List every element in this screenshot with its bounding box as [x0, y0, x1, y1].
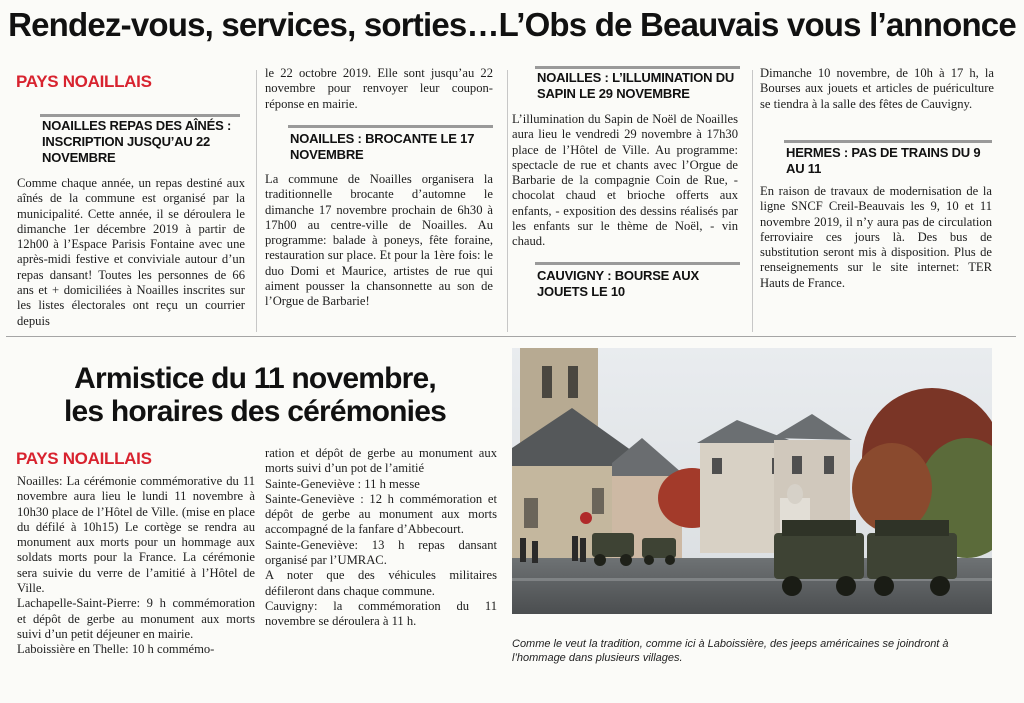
article-body	[265, 66, 493, 112]
article-headline	[20, 362, 490, 428]
article-title: CAUVIGNY : BOURSE AUX JOUETS LE 10	[537, 268, 699, 299]
photo-illustration	[512, 348, 992, 614]
article-body	[760, 66, 994, 112]
article-text: La commune de Noailles organisera la traditionnelle brocante d’automne le dimanche 17 novembre prochain de 6h30 à 17h00 au centre-ville de Noailles. Au programme: balade à poneys, fête foraine, restauration sur place. Et pour la 1ère fois: le duo Domi et Maurice, artistes de rue qui aiment pousser la chansonnette au son de l’Orgue de Barbarie!	[265, 172, 493, 309]
headline-line: les horaires des cérémonies	[64, 395, 446, 428]
article-title: NOAILLES : BROCANTE LE 17 NOVEMBRE	[290, 131, 475, 162]
photo-caption: Comme le veut la tradition, comme ici à Laboissière, des jeeps américaines se joindront à l’hommage dans plusieurs villages.	[512, 638, 949, 664]
column-divider	[752, 70, 753, 332]
column-divider	[256, 70, 257, 332]
column-divider	[507, 70, 508, 332]
section-rule	[784, 140, 992, 143]
headline-line: Armistice du 11 novembre,	[74, 362, 436, 395]
article-text: En raison de travaux de modernisation de la ligne SNCF Creil-Beauvais les 9, 10 et 11 novembre 2019, il n’y aura pas de circulation ferroviaire ces jours là. Des bus de substitution seront mis à disposition. Plus de renseignements sur le site internet: TER Hauts de France.	[760, 184, 992, 290]
article-body	[17, 474, 255, 658]
section-rule	[288, 125, 493, 128]
article-paragraph: Lachapelle-Saint-Pierre: 9 h commémoration et dépôt de gerbe au monument aux morts suivi d’un petit déjeuner en mairie.	[17, 596, 255, 641]
article-paragraph: Sainte-Geneviève: 13 h repas dansant organisé par l’UMRAC.	[265, 537, 497, 568]
article-paragraph: Sainte-Geneviève : 12 h commémoration et dépôt de gerbe au monument aux morts accompagné de la fanfare d’Abbecourt.	[265, 491, 497, 537]
article-body	[265, 172, 493, 310]
article-text: le 22 octobre 2019. Elle sont jusqu’au 22 novembre pour renvoyer leur coupon-réponse en mairie.	[265, 66, 493, 111]
section-label: PAYS NOAILLAIS	[16, 449, 152, 468]
page-headline: Rendez-vous, services, sorties…L’Obs de Beauvais vous l’annonce	[8, 6, 1016, 43]
article-text: Comme chaque année, un repas destiné aux aînés de la commune est organisé par la municipalité. Cette année, il se déroulera le dimanche 1er décembre 2019 à partir de 12h00 à l’Espace Parisis Fontaine avec une après-midi festive et conviviale autour d’un repas dansant! Toutes les personnes de 66 ans et + domiciliées à Noailles inscrites sur les listes électorales ont reçu un courrier depuis	[17, 176, 245, 328]
article-paragraph: Laboissière en Thelle: 10 h commémo-	[17, 642, 215, 657]
section-divider	[6, 336, 1016, 337]
article-title: NOAILLES : L’ILLUMINATION DU SAPIN LE 29 NOVEMBRE	[537, 70, 735, 101]
article-paragraph: Cauvigny: la commémoration du 11 novembre se déroulera à 11 h.	[265, 598, 497, 629]
article-title: NOAILLES REPAS DES AÎNÉS : INSCRIPTION JUSQU’AU 22 NOVEMBRE	[42, 118, 232, 165]
section-rule	[535, 262, 740, 265]
article-body	[17, 176, 245, 329]
article-paragraph: ration et dépôt de gerbe au monument aux morts suivi d’un pot de l’amitié	[265, 446, 497, 476]
section-rule	[40, 114, 240, 117]
section-label: PAYS NOAILLAIS	[16, 72, 152, 91]
article-body	[265, 446, 497, 630]
section-rule	[535, 66, 740, 69]
article-body	[760, 184, 992, 291]
article-body	[512, 112, 738, 250]
article-paragraph: Sainte-Geneviève : 11 h messe	[265, 476, 420, 491]
article-text: L’illumination du Sapin de Noël de Noailles aura lieu le vendredi 29 novembre à 17h30 place de l’Hôtel de Ville. Au programme: spectacle de rue et chants avec l’Orgue de Barbarie de la compagnie Coin de Rue, - chocolat chaud et brioche offerts aux enfants, - exposition des dessins réalisés par les enfants sur le thème de Noël, - vin chaud.	[512, 112, 738, 249]
article-paragraph: A noter que des véhicules militaires défileront dans chaque commune.	[265, 568, 497, 598]
article-paragraph: Noailles: La cérémonie commémorative du 11 novembre aura lieu le lundi 11 novembre à 10h30 place de l’Hôtel de Ville. (mise en place du défilé à 10h15) Le cortège se rendra au monument aux morts pour un hommage aux soldats morts pour la France. La cérémonie sera suivie du verre de l’amitié à l’Hôtel de Ville.	[17, 474, 255, 596]
article-title: HERMES : PAS DE TRAINS DU 9 AU 11	[786, 145, 981, 176]
article-text: Dimanche 10 novembre, de 10h à 17 h, la Bourses aux jouets et articles de puériculture se tiendra à la salle des fêtes de Cauvigny.	[760, 66, 994, 111]
article-photo	[512, 348, 992, 614]
